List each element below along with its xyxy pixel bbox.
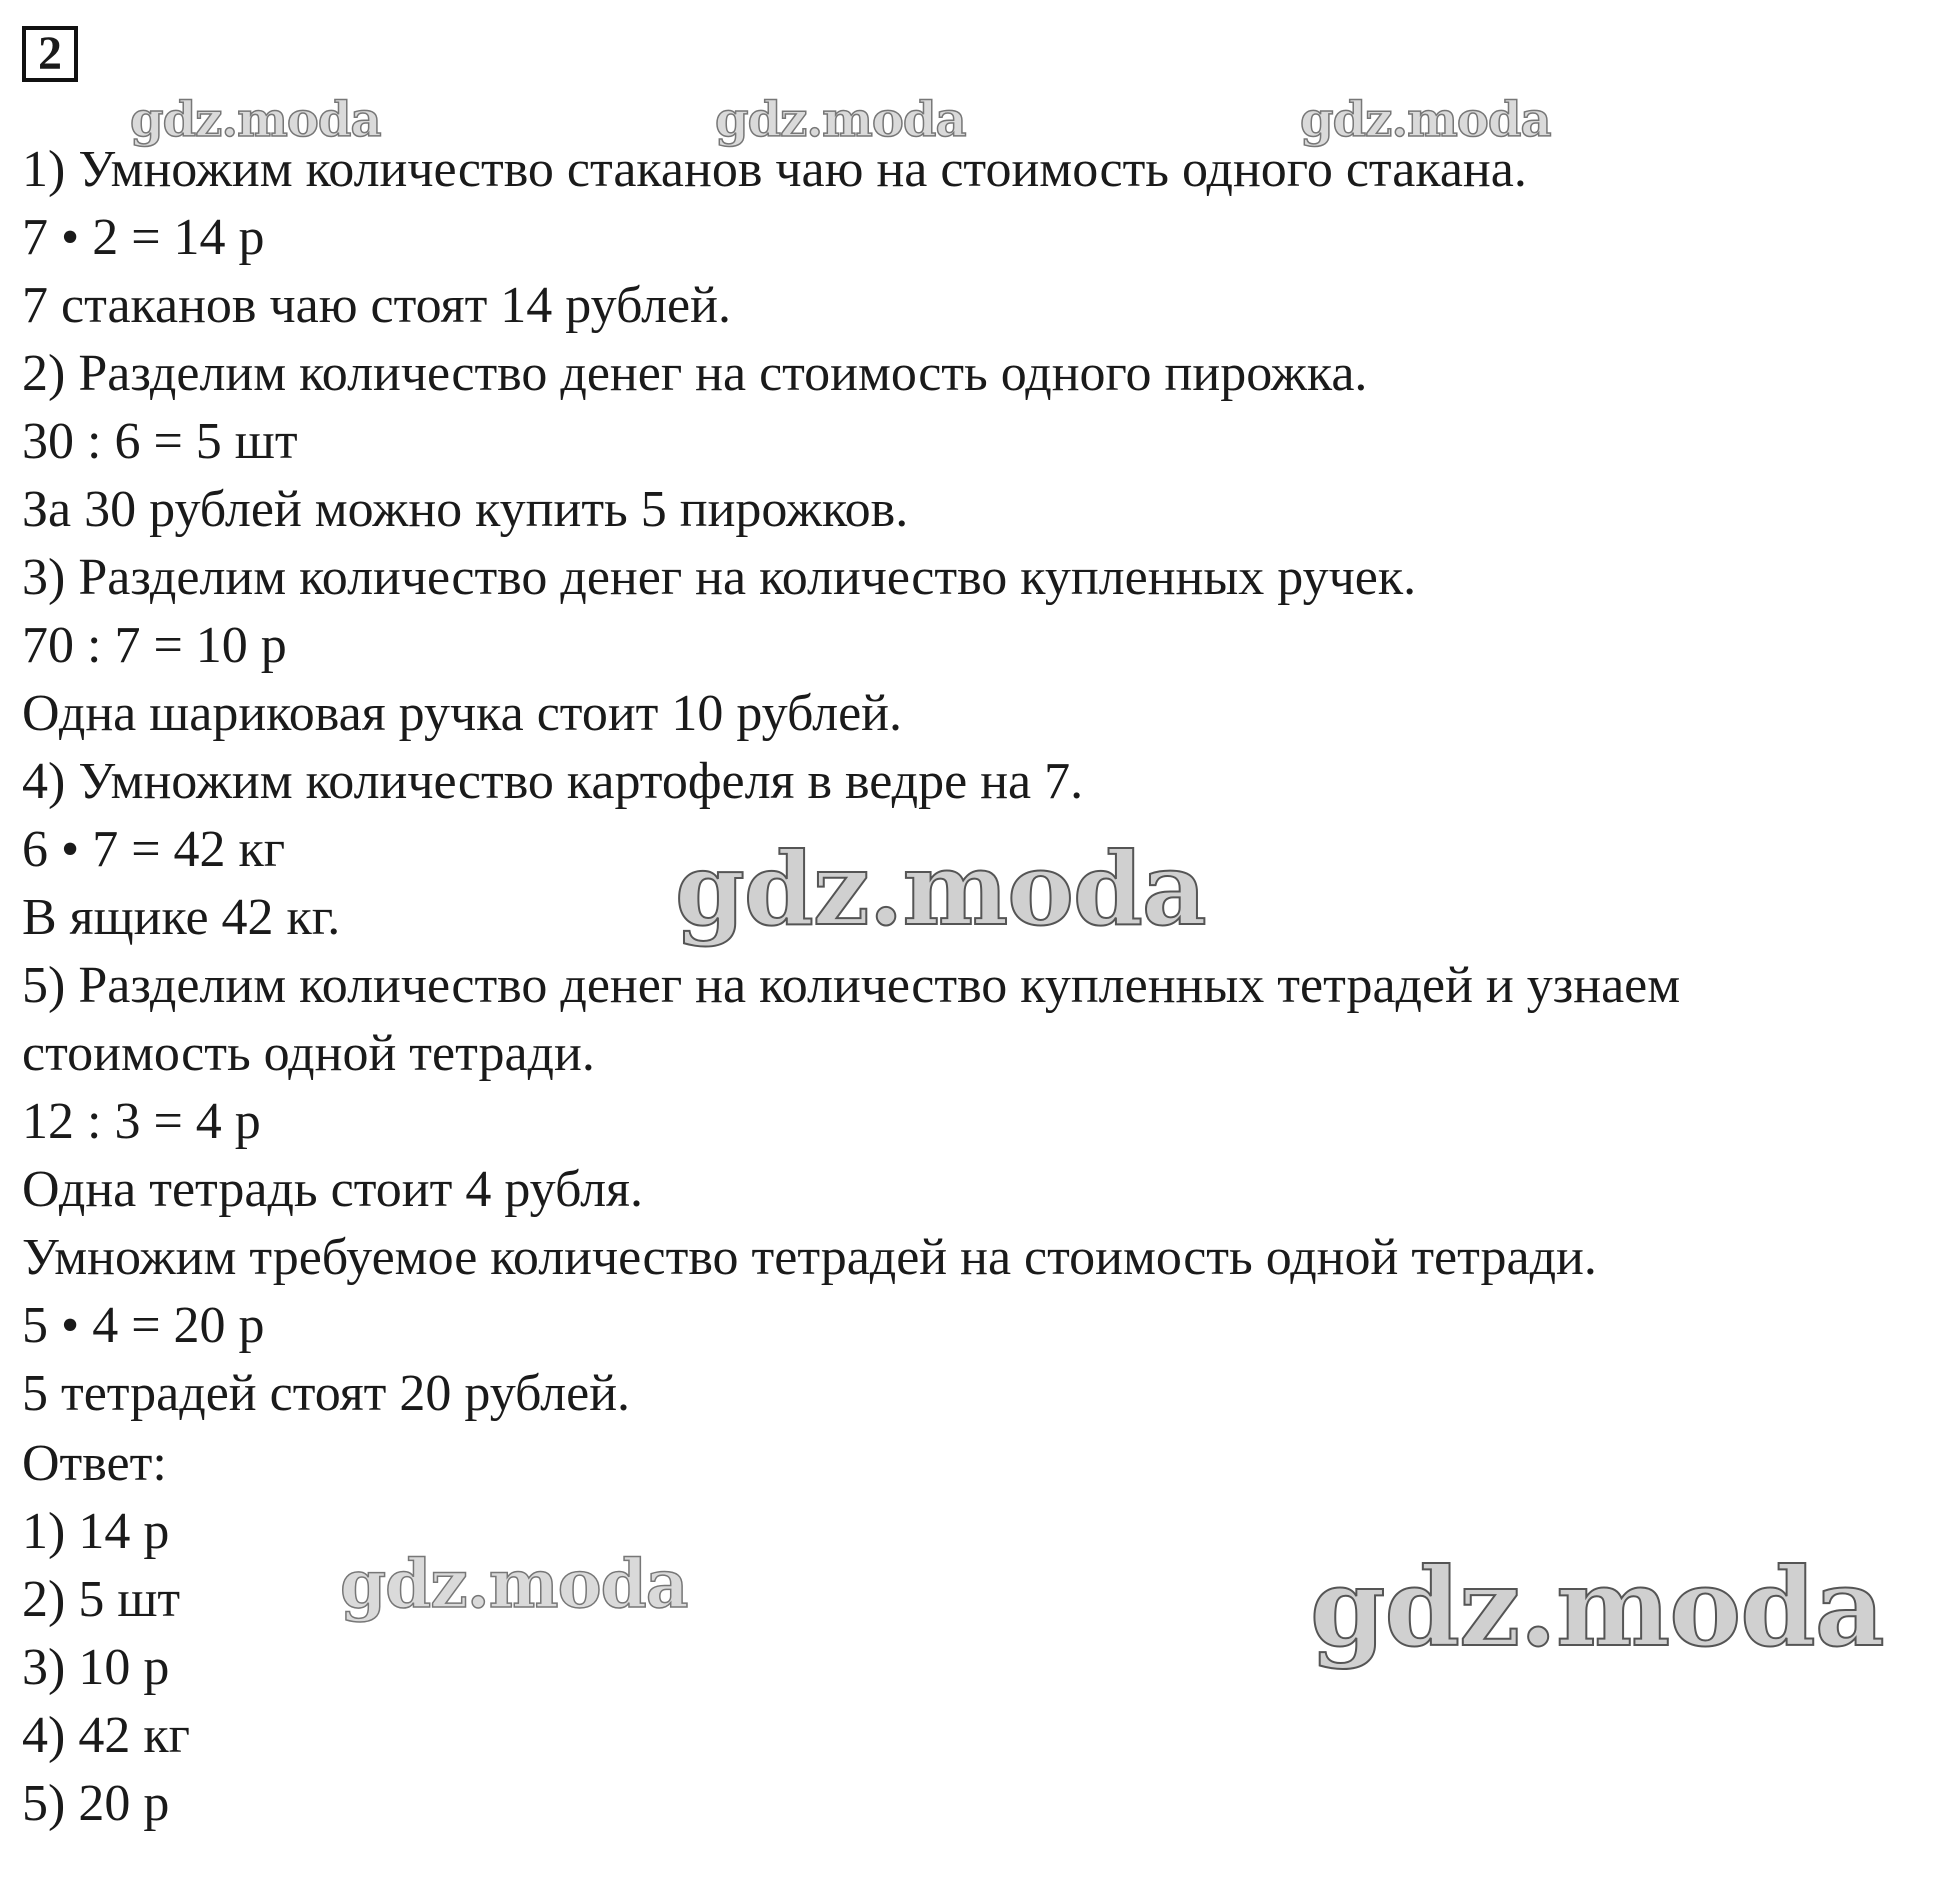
solution-line: 7 • 2 = 14 р [22,209,265,266]
solution-line: 30 : 6 = 5 шт [22,413,298,470]
solution-line: В ящике 42 кг. [22,889,341,946]
solution-line: За 30 рублей можно купить 5 пирожков. [22,481,909,538]
solution-line: 5 • 4 = 20 р [22,1297,265,1354]
watermark-top-right: gdz.moda [1300,92,1551,148]
solution-line: 3) Разделим количество денег на количество купленных ручек. [22,549,1417,606]
watermark-top-center: gdz.moda [715,92,966,148]
solution-line: стоимость одной тетради. [22,1025,595,1082]
answer-item: 4) 42 кг [22,1707,190,1764]
answer-label: Ответ: [22,1435,167,1492]
solution-line: Одна тетрадь стоит 4 рубля. [22,1161,643,1218]
solution-line: 5 тетрадей стоят 20 рублей. [22,1365,631,1422]
solution-line: 1) Умножим количество стаканов чаю на стоимость одного стакана. [22,141,1527,198]
solution-line: 4) Умножим количество картофеля в ведре на 7. [22,753,1084,810]
answer-item: 3) 10 р [22,1639,170,1696]
solution-text [22,136,1922,1428]
watermark-center: gdz.moda [675,830,1206,948]
watermark-top-left: gdz.moda [130,92,381,148]
watermark-bottom-left: gdz.moda [340,1545,688,1623]
answer-item: 5) 20 р [22,1775,170,1832]
solution-line: 5) Разделим количество денег на количество купленных тетрадей и узнаем [22,957,1681,1014]
solution-line: Одна шариковая ручка стоит 10 рублей. [22,685,903,742]
answer-item: 2) 5 шт [22,1571,181,1628]
watermark-bottom-right: gdz.moda [1310,1545,1884,1671]
solution-line: 2) Разделим количество денег на стоимость одного пирожка. [22,345,1368,402]
task-number: 2 [22,26,78,82]
answer-item: 1) 14 р [22,1503,170,1560]
answer-block [22,1430,190,1838]
solution-line: 12 : 3 = 4 р [22,1093,261,1150]
solution-line: 70 : 7 = 10 р [22,617,287,674]
solution-line: 6 • 7 = 42 кг [22,821,286,878]
solution-line: 7 стаканов чаю стоят 14 рублей. [22,277,731,334]
solution-line: Умножим требуемое количество тетрадей на стоимость одной тетради. [22,1229,1597,1286]
